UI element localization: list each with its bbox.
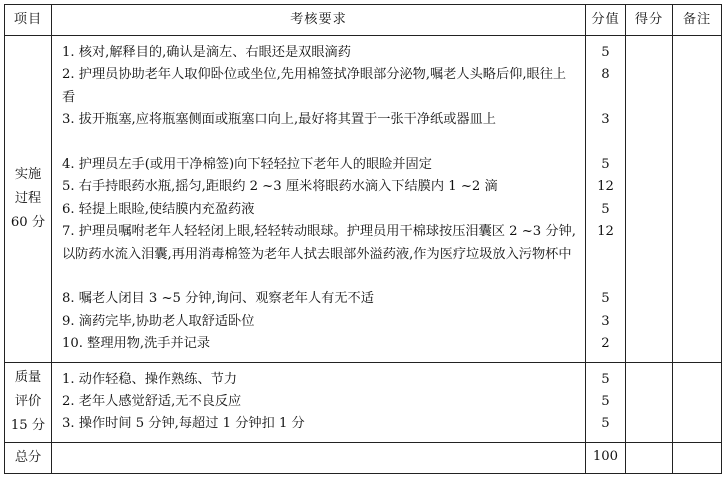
header-row	[5, 5, 722, 36]
process-score-8: 5	[601, 291, 610, 307]
quality-score-3: 5	[601, 416, 610, 432]
process-got-cell	[626, 36, 673, 363]
process-step-6: 6. 轻提上眼睑,使结膜内充盈药液	[62, 201, 255, 217]
total-note-cell	[673, 442, 722, 473]
process-step-5: 5. 右手持眼药水瓶,摇匀,距眼约 2 ~3 厘米将眼药水滴入下结膜内 1 ~2 滴	[62, 179, 498, 195]
process-score-3: 3	[601, 112, 610, 128]
process-score-9: 3	[601, 313, 610, 329]
process-step-3: 3. 拔开瓶塞,应将瓶塞侧面或瓶塞口向上,最好将其置于一张干净纸或器皿上	[62, 112, 496, 128]
header-score: 分值	[586, 5, 626, 36]
quality-score-1: 5	[601, 371, 610, 387]
quality-item-2: 2. 老年人感觉舒适,无不良反应	[62, 393, 242, 409]
total-got-cell	[626, 442, 673, 473]
header-item: 项目	[5, 5, 52, 36]
quality-requirements	[52, 362, 586, 442]
process-step-9: 9. 滴药完毕,协助老人取舒适卧位	[62, 313, 255, 329]
quality-label	[5, 362, 52, 442]
process-score-1: 5	[601, 45, 610, 60]
assessment-table	[4, 4, 722, 474]
quality-row	[5, 362, 722, 442]
process-score-10: 2	[601, 336, 610, 352]
total-label: 总分	[5, 442, 52, 473]
process-step-1: 1. 核对,解释目的,确认是滴左、右眼还是双眼滴药	[62, 45, 351, 60]
process-note-cell	[673, 36, 722, 363]
process-requirements	[52, 36, 586, 363]
quality-label-line2: 评价	[14, 394, 42, 410]
total-row	[5, 442, 722, 473]
quality-note-cell	[673, 362, 722, 442]
quality-score-2: 5	[601, 393, 610, 409]
process-step-10: 10. 整理用物,洗手并记录	[62, 336, 211, 352]
header-got: 得分	[626, 5, 673, 36]
quality-got-cell	[626, 362, 673, 442]
quality-item-1: 1. 动作轻稳、操作熟练、节力	[62, 371, 238, 387]
header-note: 备注	[673, 5, 722, 36]
process-step-7: 7. 护理员嘱咐老年人轻轻闭上眼,轻轻转动眼球。护理员用干棉球按压泪囊区 2 ~3 分钟,以防药水流入泪囊,再用消毒棉签为老年人拭去眼部外溢药液,作为医疗垃圾放入污物杯中	[62, 224, 576, 262]
quality-scores	[586, 362, 626, 442]
header-requirement: 考核要求	[52, 5, 586, 36]
process-score-4: 5	[601, 156, 610, 172]
process-label-line1: 实施	[14, 166, 42, 182]
process-step-2: 2. 护理员协助老年人取仰卧位或坐位,先用棉签拭净眼部分泌物,嘱老人头略后仰,眼往上看	[62, 67, 567, 105]
process-score-7: 12	[597, 224, 614, 240]
quality-item-3: 3. 操作时间 5 分钟,每超过 1 分钟扣 1 分	[62, 416, 305, 432]
process-step-8: 8. 嘱老人闭目 3 ~5 分钟,询问、观察老年人有无不适	[62, 291, 374, 307]
process-label-line2: 过程	[14, 190, 42, 206]
process-scores	[586, 36, 626, 363]
process-score-5: 12	[597, 179, 614, 195]
process-label-line3: 60 分	[10, 214, 46, 230]
total-requirement-cell	[52, 442, 586, 473]
process-step-4: 4. 护理员左手(或用干净棉签)向下轻轻拉下老年人的眼睑并固定	[62, 156, 432, 172]
total-score: 100	[586, 442, 626, 473]
process-score-6: 5	[601, 201, 610, 217]
quality-label-line1: 质量	[14, 370, 42, 386]
quality-label-line3: 15 分	[10, 418, 46, 434]
process-row	[5, 36, 722, 363]
process-score-2: 8	[601, 67, 610, 83]
process-label	[5, 36, 52, 363]
